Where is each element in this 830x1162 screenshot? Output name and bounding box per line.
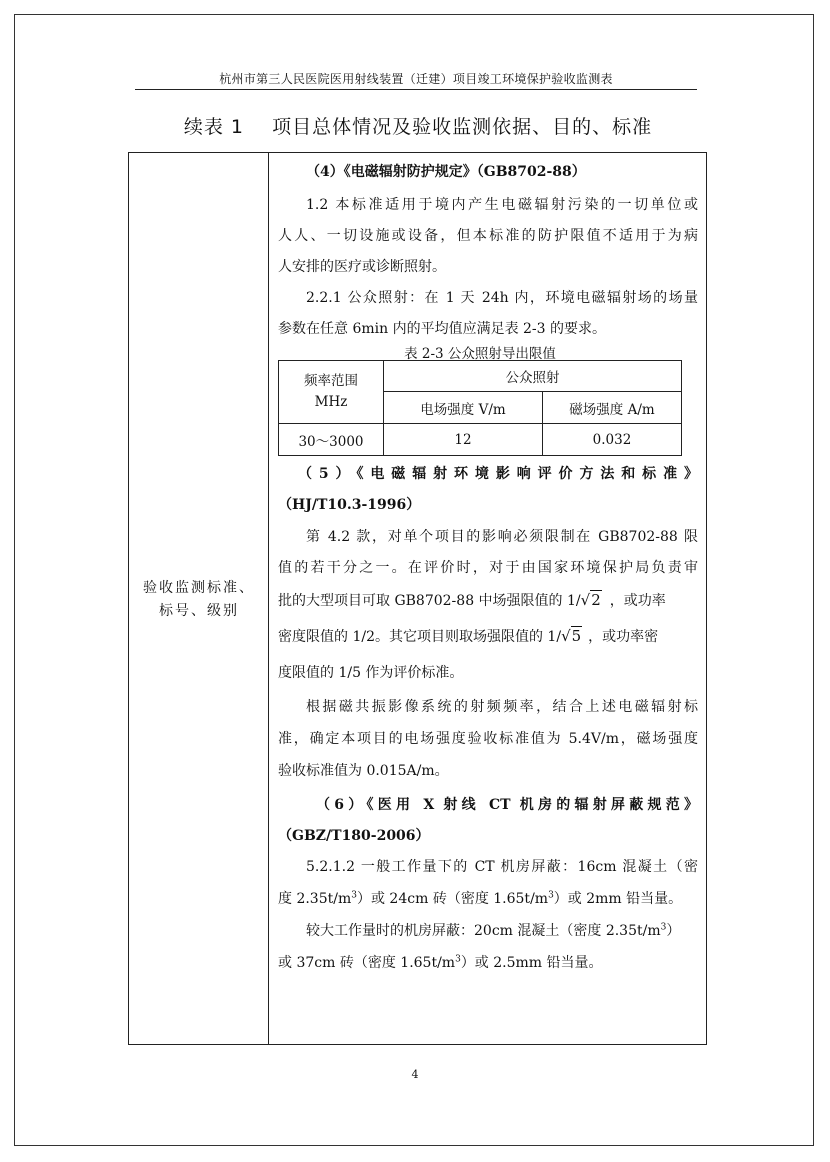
freq-header-line-1: 频率范围 [304, 373, 358, 389]
running-header: 杭州市第三人民医院医用射线装置（迁建）项目竣工环境保护验收监测表 [219, 72, 613, 86]
section5-p1-line5: 度限值的 1/5 作为评价标准。 [278, 665, 464, 681]
section5-p1-line1: 第 4.2 款，对单个项目的影响必须限制在 GB8702-88 限 [306, 529, 698, 545]
section6-p1-line2-b: ）或 24cm 砖（密度 1.65t/m [356, 891, 549, 907]
section6-p1-line1: 5.2.1.2 一般工作量下的 CT 机房屏蔽：16cm 混凝土（密 [306, 859, 698, 875]
section6-heading-line1: （6）《医用 X 射线 CT 机房的辐射屏蔽规范》 [316, 797, 698, 813]
row-label [129, 577, 269, 623]
sqrt-5-radicand: 5 [571, 627, 582, 645]
row-label-line-2: 标号、级别 [159, 603, 239, 619]
e-field-header: 电场强度 V/m [384, 392, 543, 424]
section4-heading: （4）《电磁辐射防护规定》（GB8702-88） [306, 164, 586, 180]
section6-p2-line1-b: ） [666, 923, 681, 939]
section5-p2-line3: 验收标准值为 0.015A/m。 [278, 763, 449, 779]
section5-p1-line3-a: 批的大型项目可取 GB8702-88 中场强限值的 1/ [278, 593, 581, 609]
freq-header-cell [279, 361, 384, 424]
sup-3-d: 3 [455, 954, 461, 965]
sup-3-c: 3 [660, 922, 667, 933]
row-label-line-1: 验收监测标准、 [143, 580, 255, 596]
section5-heading-line1: （5）《电磁辐射环境影响评价方法和标准》 [298, 466, 698, 482]
page-number: 4 [411, 1068, 419, 1081]
sqrt-2-radicand: 2 [591, 591, 601, 609]
section6-p2-line1 [306, 920, 698, 940]
section5-p1-line4 [278, 626, 698, 646]
header-rule [135, 89, 697, 90]
row-label-cell [129, 153, 269, 1044]
section5-p1-line2: 值的若干分之一。在评价时，对于由国家环境保护局负责审 [278, 560, 698, 576]
section4-p1-line2: 人人、一切设施或设备，但本标准的防护限值不适用于为病 [278, 228, 698, 244]
section5-p1-line3-b: ，或功率 [609, 593, 666, 609]
section5-p1-line3 [278, 590, 698, 610]
section6-p2-line1-a: 较大工作量时的机房屏蔽：20cm 混凝土（密度 2.35t/m [306, 923, 661, 939]
section6-p2-line2 [278, 952, 698, 972]
public-exposure-header: 公众照射 [384, 361, 682, 392]
sup-3-b: 3 [548, 890, 554, 901]
section6-p2-line2-b: ）或 2.5mm 铅当量。 [460, 955, 603, 971]
section6-p1-line2-a: 度 2.35t/m [278, 891, 352, 907]
section5-p1-line4-a: 密度限值的 1/2。其它项目则取场强限值的 1/ [278, 629, 562, 645]
e-field-value: 12 [384, 424, 543, 456]
table-caption: 表 2-3 公众照射导出限值 [404, 346, 556, 362]
section5-p2-line2: 准，确定本项目的电场强度验收标准值为 5.4V/m，磁场强度 [278, 731, 698, 747]
freq-range-cell: 30～3000 [279, 424, 384, 456]
sqrt-2: √2 [580, 591, 601, 609]
sup-3-a: 3 [351, 890, 357, 901]
freq-header-line-2: MHz [314, 394, 348, 410]
section6-p2-line2-a: 或 37cm 砖（密度 1.65t/m [278, 955, 456, 971]
section5-heading-line2: （HJ/T10.3-1996） [278, 497, 421, 513]
b-field-value: 0.032 [543, 424, 682, 456]
section5-p2-line1: 根据磁共振影像系统的射频频率，结合上述电磁辐射标 [306, 699, 698, 715]
standards-table [128, 152, 707, 1045]
section4-p2-line2: 参数在任意 6min 内的平均值应满足表 2-3 的要求。 [278, 321, 607, 337]
section6-heading-line2: （GBZ/T180-2006） [278, 828, 430, 844]
section5-p1-line4-b: ，或功率密 [588, 629, 659, 645]
limits-table [278, 360, 682, 456]
section4-p2-line1: 2.2.1 公众照射：在 1 天 24h 内，环境电磁辐射场的场量 [306, 290, 698, 306]
b-field-header: 磁场强度 A/m [543, 392, 682, 424]
section4-p1-line1: 1.2 本标准适用于境内产生电磁辐射污染的一切单位或 [306, 197, 698, 213]
section6-p1-line2-c: ）或 2mm 铅当量。 [553, 891, 683, 907]
section6-p1-line2 [278, 888, 698, 908]
table-title: 续表 1 项目总体情况及验收监测依据、目的、标准 [183, 116, 653, 138]
section4-p1-line3: 人安排的医疗或诊断照射。 [278, 259, 446, 275]
sqrt-5: √5 [561, 627, 582, 645]
